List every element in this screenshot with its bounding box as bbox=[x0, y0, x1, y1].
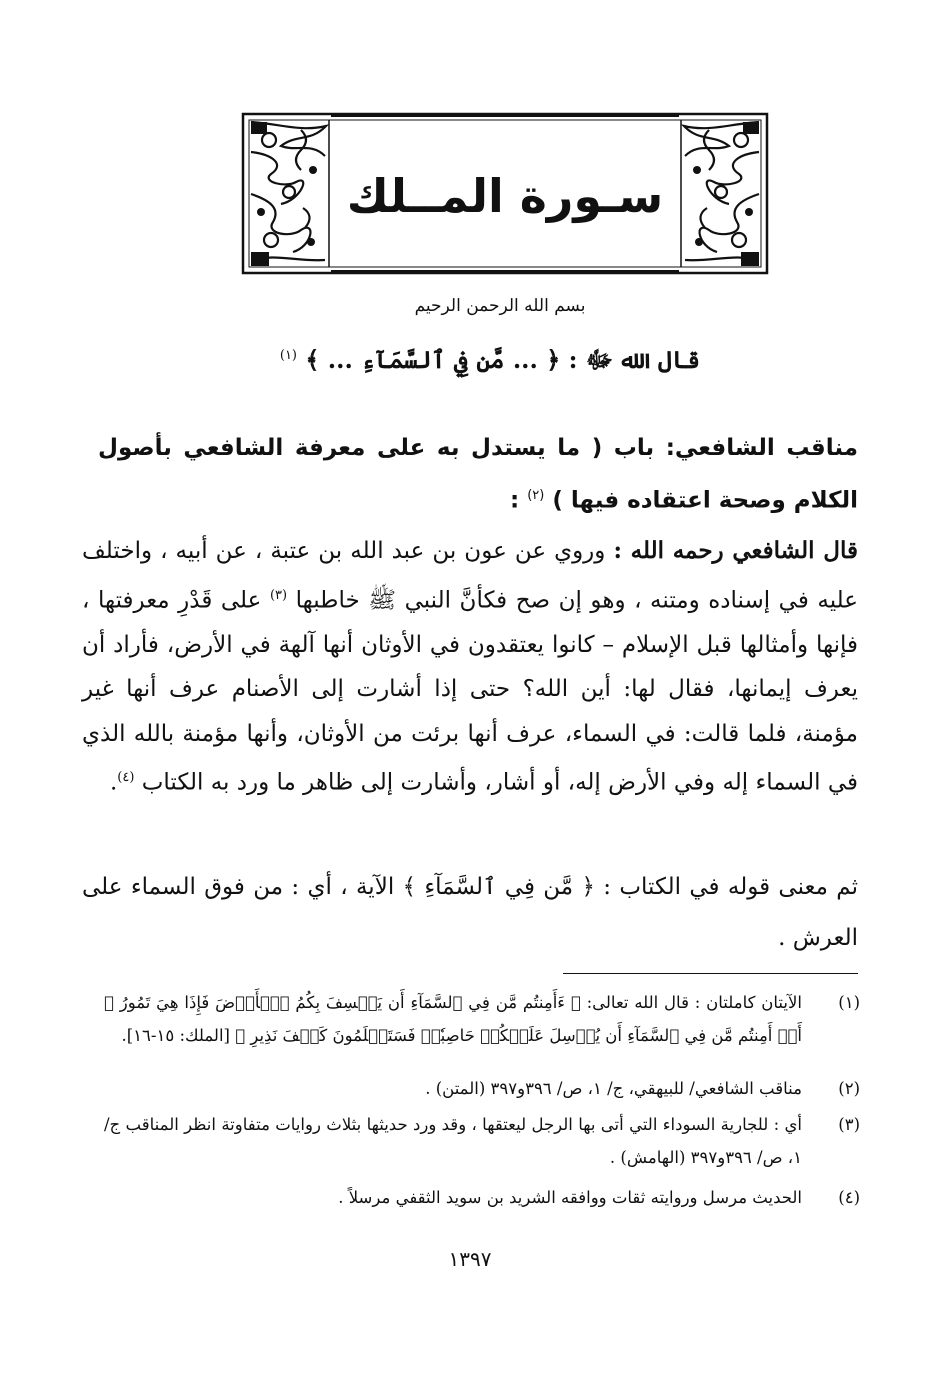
footnote-ref-2: (٢) bbox=[527, 488, 545, 503]
footnote-ref-3: (٣) bbox=[269, 587, 288, 603]
footnote-text: الحديث مرسل وروايته ثقات ووافقه الشريد بن سويد الثقفي مرسلاً . bbox=[338, 1188, 802, 1207]
footnote-number: (٤) bbox=[838, 1188, 860, 1207]
page-number: ١٣٩٧ bbox=[448, 1247, 492, 1271]
quote-text: قال الله ﷻ : ﴿ ... مَّن فِي ٱلسَّمَآءِ ... ﴾ bbox=[305, 345, 700, 374]
footnote-separator bbox=[563, 973, 858, 974]
footnote-number: (٢) bbox=[838, 1079, 860, 1098]
footnote-4 bbox=[104, 1181, 860, 1214]
quran-quote bbox=[250, 345, 700, 380]
footnote-number: (١) bbox=[838, 993, 860, 1012]
heading-text: مناقب الشافعي: باب ( ما يستدل به على معرفة الشافعي بأصول الكلام وصحة اعتقاده فيها ) bbox=[98, 435, 858, 514]
footnote-ref-1: (١) bbox=[279, 348, 297, 363]
body-lead: قال الشافعي رحمه الله : bbox=[613, 537, 859, 564]
footnote-2 bbox=[104, 1072, 860, 1105]
body-text-1: وروي عن عون بن عبد الله بن عتبة ، عن أبيه ، واختلف عليه في إسناده ومتنه ، وهو إن صح فكأنَّ النبي ﷺ خاطبها bbox=[82, 538, 858, 614]
body-text-2: على قَدْرِ معرفتها ، فإنها وأمثالها قبل الإسلام – كانوا يعتقدون في الأوثان أنها آلهة في الأرض، فأراد أن يعرف إيمانها، فقال لها: أين الله؟ حتى إذا أشارت إلى الأصنام عرف أنها غير مؤمنة، فلما قالت: في السماء، عرف أنها برئت من الأوثان، وأنها مؤمنة بالله الذي في السماء إله وفي الأرض إله، أو أشار، وأشارت إلى ظاهر ما ورد به الكتاب bbox=[82, 587, 858, 796]
footnote-3 bbox=[104, 1108, 860, 1174]
footnote-number: (٣) bbox=[838, 1115, 860, 1134]
footnote-text: مناقب الشافعي/ للبيهقي، ج/ ١، ص/ ٣٩٦و٣٩٧ (المتن) . bbox=[425, 1079, 802, 1098]
second-paragraph: ثم معنى قوله في الكتاب : ﴿ مَّن فِي ٱلسَّمَآءِ ﴾ الآية ، أي : من فوق السماء على العرش . bbox=[82, 874, 858, 951]
section-heading bbox=[98, 424, 858, 525]
surah-title: سـورة المــلك bbox=[346, 169, 664, 223]
footnote-ref-4: (٤) bbox=[117, 770, 135, 786]
body-end: . bbox=[109, 769, 118, 796]
footnote-1 bbox=[104, 986, 860, 1052]
body-paragraph bbox=[82, 529, 858, 805]
heading-colon: : bbox=[509, 487, 520, 514]
footnote-text: الآيتان كاملتان : قال الله تعالى: ﴿ ءَأَمِنتُم مَّن فِي ٱلسَّمَآءِ أَن يَخۡسِفَ بِكُمُ ٱلۡأَرۡضَ فَإِذَا هِيَ تَمُورُ ۞ أَمۡ أَمِنتُم مَّن فِي ٱلسَّمَآءِ أَن يُرۡسِلَ عَلَيۡكُمۡ حَاصِبٗاۖ فَسَتَعۡلَمُونَ كَيۡفَ نَذِيرِ ﴾ [الملك: ١٥-١٦]. bbox=[104, 993, 802, 1045]
footnote-text: أي : للجارية السوداء التي أتى بها الرجل ليعتقها ، وقد ورد حديثها بثلاث روايات متفاوتة انظر المناقب ج/ ١، ص/ ٣٩٦و٣٩٧ (الهامش) . bbox=[104, 1115, 802, 1167]
basmala: بسم الله الرحمن الرحيم bbox=[414, 296, 586, 316]
